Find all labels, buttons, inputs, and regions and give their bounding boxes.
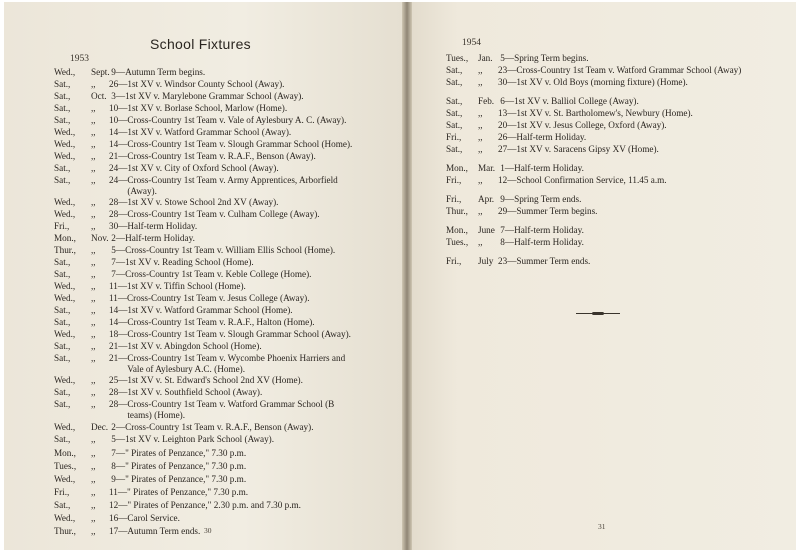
fixture-month: ,, xyxy=(91,257,96,267)
fixture-month: ,, xyxy=(478,175,483,185)
fixture-day: Wed., xyxy=(54,139,76,149)
fixture-text: 12—School Confirmation Service, 11.45 a.m. xyxy=(498,175,667,185)
fixture-day: Wed., xyxy=(54,151,76,161)
fixture-month: ,, xyxy=(478,237,483,247)
fixture-month: ,, xyxy=(91,487,96,497)
fixture-text: 26—Half-term Holiday. xyxy=(498,132,587,142)
fixture-day: Sat., xyxy=(446,108,463,118)
fixture-text: 28—Cross-Country 1st Team v. Culham College (Away). xyxy=(109,209,320,219)
fixture-day: Sat., xyxy=(54,257,71,267)
fixture-month: ,, xyxy=(478,206,483,216)
fixture-text: 7—Cross-Country 1st Team v. Keble College (Home). xyxy=(109,269,312,279)
fixture-day: Mon., xyxy=(446,225,468,235)
fixture-text: 2—Cross-Country 1st Team v. R.A.F., Benson (Away). xyxy=(109,422,314,432)
fixture-month: ,, xyxy=(91,399,96,409)
fixture-month: ,, xyxy=(91,526,96,536)
fixture-day: Wed., xyxy=(54,281,76,291)
fixture-text: 5—1st XV v. Leighton Park School (Away). xyxy=(109,434,275,444)
fixture-month: ,, xyxy=(91,329,96,339)
fixture-text: 9—" Pirates of Penzance," 7.30 p.m. xyxy=(109,474,247,484)
fixture-month: ,, xyxy=(478,144,483,154)
fixture-text: 24—1st XV v. City of Oxford School (Away). xyxy=(109,163,279,173)
fixture-text: 21—1st XV v. Abingdon School (Home). xyxy=(109,341,262,351)
fixture-month: Feb. xyxy=(478,96,495,106)
fixture-month: Mar. xyxy=(478,163,496,173)
fixture-day: Sat., xyxy=(54,115,71,125)
fixture-month: ,, xyxy=(91,269,96,279)
fixture-month: ,, xyxy=(478,77,483,87)
fixture-day: Wed., xyxy=(54,329,76,339)
fixture-month: ,, xyxy=(91,434,96,444)
fixture-text: 30—1st XV v. Old Boys (morning fixture) (Home). xyxy=(498,77,688,87)
fixture-text: 14—Cross-Country 1st Team v. R.A.F., Halton (Home). xyxy=(109,317,315,327)
page-number-right: 31 xyxy=(598,522,606,531)
fixture-day: Wed., xyxy=(54,422,76,432)
fixture-text: 14—1st XV v. Watford Grammar School (Home). xyxy=(109,305,293,315)
fixture-text: 12—" Pirates of Penzance," 2.30 p.m. and 7.30 p.m. xyxy=(109,500,301,510)
fixture-month: ,, xyxy=(91,375,96,385)
fixture-text: 11—" Pirates of Penzance," 7.30 p.m. xyxy=(109,487,249,497)
fixture-day: Sat., xyxy=(54,387,71,397)
fixture-month: ,, xyxy=(91,317,96,327)
fixture-day: Sat., xyxy=(446,77,463,87)
fixture-month: ,, xyxy=(91,474,96,484)
fixture-day: Wed., xyxy=(54,67,76,77)
fixture-day: Fri., xyxy=(54,487,70,497)
fixture-month: ,, xyxy=(91,353,96,363)
fixture-text: 5—Cross-Country 1st Team v. William Ellis School (Home). xyxy=(109,245,336,255)
fixture-month: June xyxy=(478,225,495,235)
fixture-day: Fri., xyxy=(54,221,70,231)
fixture-day: Sat., xyxy=(54,353,71,363)
fixture-text: 25—1st XV v. St. Edward's School 2nd XV (Home). xyxy=(109,375,303,385)
fixture-day: Sat., xyxy=(54,434,71,444)
fixture-day: Wed., xyxy=(54,127,76,137)
fixture-day: Wed., xyxy=(54,375,76,385)
fixture-text: 28—Cross-Country 1st Team v. Watford Grammar School (B teams) (Home). xyxy=(109,399,335,420)
fixture-text: 1—Half-term Holiday. xyxy=(498,163,584,173)
fixture-text: 9—Spring Term ends. xyxy=(498,194,582,204)
fixture-text: 5—Spring Term begins. xyxy=(498,53,589,63)
fixture-day: Sat., xyxy=(54,341,71,351)
fixture-text: 13—1st XV v. St. Bartholomew's, Newbury (Home). xyxy=(498,108,693,118)
fixture-day: Sat., xyxy=(54,103,71,113)
fixture-month: July xyxy=(478,256,494,266)
page-number-left: 30 xyxy=(204,526,212,535)
fixture-text: 9—Autumn Term begins. xyxy=(109,67,206,77)
fixture-text: 21—Cross-Country 1st Team v. Wycombe Phoenix Harriers and Vale of Aylesbury A.C. (Home). xyxy=(109,353,346,374)
fixture-day: Sat., xyxy=(446,65,463,75)
fixture-month: Oct. xyxy=(91,91,107,101)
fixture-month: ,, xyxy=(478,65,483,75)
fixture-month: ,, xyxy=(91,305,96,315)
fixture-day: Thur., xyxy=(446,206,468,216)
fixture-day: Mon., xyxy=(446,163,468,173)
fixture-month: ,, xyxy=(91,245,96,255)
fixture-month: ,, xyxy=(91,79,96,89)
fixture-text: 8—" Pirates of Penzance," 7.30 p.m. xyxy=(109,461,247,471)
fixture-month: ,, xyxy=(91,139,96,149)
fixture-month: ,, xyxy=(91,221,96,231)
fixture-text: 10—1st XV v. Borlase School, Marlow (Home). xyxy=(109,103,288,113)
fixture-month: ,, xyxy=(91,127,96,137)
ornamental-rule xyxy=(576,313,620,314)
fixture-month: ,, xyxy=(91,387,96,397)
fixture-day: Wed., xyxy=(54,209,76,219)
fixture-text: 7—" Pirates of Penzance," 7.30 p.m. xyxy=(109,448,247,458)
fixture-day: Thur., xyxy=(54,526,76,536)
fixture-day: Tues., xyxy=(54,461,77,471)
fixture-text: 7—1st XV v. Reading School (Home). xyxy=(109,257,254,267)
fixture-month: ,, xyxy=(478,120,483,130)
fixture-day: Fri., xyxy=(446,132,462,142)
fixture-text: 3—1st XV v. Marylebone Grammar School (Away). xyxy=(109,91,304,101)
fixture-text: 18—Cross-Country 1st Team v. Slough Grammar School (Away). xyxy=(109,329,351,339)
fixture-text: 27—1st XV v. Saracens Gipsy XV (Home). xyxy=(498,144,659,154)
fixture-text: 14—1st XV v. Watford Grammar School (Away). xyxy=(109,127,292,137)
fixture-month: ,, xyxy=(91,115,96,125)
fixture-month: ,, xyxy=(91,293,96,303)
fixture-text: 10—Cross-Country 1st Team v. Vale of Aylesbury A. C. (Away). xyxy=(109,115,347,125)
fixture-day: Sat., xyxy=(54,317,71,327)
fixture-month: ,, xyxy=(478,108,483,118)
fixture-month: ,, xyxy=(91,500,96,510)
fixture-text: 8—Half-term Holiday. xyxy=(498,237,584,247)
year-heading-1953: 1953 xyxy=(70,54,89,64)
fixture-day: Thur., xyxy=(54,245,76,255)
fixture-day: Fri., xyxy=(446,256,462,266)
page-title: School Fixtures xyxy=(150,36,251,52)
fixture-text: 2—Half-term Holiday. xyxy=(109,233,195,243)
fixture-month: ,, xyxy=(91,281,96,291)
fixture-month: ,, xyxy=(91,151,96,161)
fixture-day: Sat., xyxy=(446,144,463,154)
fixture-month: Nov. xyxy=(91,233,109,243)
year-heading-1954: 1954 xyxy=(462,38,481,48)
fixture-month: Apr. xyxy=(478,194,495,204)
fixture-text: 17—Autumn Term ends. xyxy=(109,526,201,536)
fixture-day: Sat., xyxy=(54,500,71,510)
fixture-day: Sat., xyxy=(54,175,71,185)
fixture-month: Jan. xyxy=(478,53,493,63)
fixture-month: Dec. xyxy=(91,422,109,432)
fixture-day: Wed., xyxy=(54,474,76,484)
fixture-text: 29—Summer Term begins. xyxy=(498,206,598,216)
fixture-day: Wed., xyxy=(54,513,76,523)
fixture-day: Tues., xyxy=(446,53,469,63)
fixture-text: 26—1st XV v. Windsor County School (Away). xyxy=(109,79,285,89)
fixture-day: Sat., xyxy=(54,399,71,409)
fixture-text: 7—Half-term Holiday. xyxy=(498,225,584,235)
fixture-month: ,, xyxy=(91,209,96,219)
fixture-day: Tues., xyxy=(446,237,469,247)
fixture-month: ,, xyxy=(91,103,96,113)
fixture-month: ,, xyxy=(91,175,96,185)
fixture-day: Sat., xyxy=(446,120,463,130)
fixture-day: Mon., xyxy=(54,448,76,458)
fixture-month: ,, xyxy=(91,163,96,173)
fixture-day: Sat., xyxy=(54,91,71,101)
fixture-text: 21—Cross-Country 1st Team v. R.A.F., Benson (Away). xyxy=(109,151,316,161)
fixture-month: ,, xyxy=(91,197,96,207)
fixture-day: Sat., xyxy=(54,269,71,279)
fixture-text: 16—Carol Service. xyxy=(109,513,180,523)
fixture-month: Sept. xyxy=(91,67,110,77)
fixture-text: 11—Cross-Country 1st Team v. Jesus College (Away). xyxy=(109,293,310,303)
fixture-text: 28—1st XV v. Southfield School (Away). xyxy=(109,387,263,397)
fixture-month: ,, xyxy=(91,341,96,351)
fixture-day: Fri., xyxy=(446,194,462,204)
fixture-text: 14—Cross-Country 1st Team v. Slough Grammar School (Home). xyxy=(109,139,353,149)
fixture-month: ,, xyxy=(91,448,96,458)
fixture-text: 24—Cross-Country 1st Team v. Army Apprentices, Arborfield (Away). xyxy=(109,175,338,196)
book-gutter xyxy=(402,2,412,550)
fixture-text: 23—Summer Term ends. xyxy=(498,256,591,266)
fixture-month: ,, xyxy=(478,132,483,142)
fixture-day: Sat., xyxy=(54,305,71,315)
fixture-text: 11—1st XV v. Tiffin School (Home). xyxy=(109,281,246,291)
fixture-day: Wed., xyxy=(54,197,76,207)
fixture-day: Wed., xyxy=(54,293,76,303)
fixture-month: ,, xyxy=(91,513,96,523)
fixture-text: 20—1st XV v. Jesus College, Oxford (Away). xyxy=(498,120,667,130)
fixture-text: 6—1st XV v. Balliol College (Away). xyxy=(498,96,639,106)
fixture-text: 30—Half-term Holiday. xyxy=(109,221,198,231)
fixture-month: ,, xyxy=(91,461,96,471)
fixture-day: Sat., xyxy=(54,163,71,173)
fixture-text: 28—1st XV v. Stowe School 2nd XV (Away). xyxy=(109,197,279,207)
fixture-day: Sat., xyxy=(446,96,463,106)
fixture-text: 23—Cross-Country 1st Team v. Watford Grammar School (Away) xyxy=(498,65,742,75)
fixture-day: Sat., xyxy=(54,79,71,89)
fixture-day: Mon., xyxy=(54,233,76,243)
fixture-day: Fri., xyxy=(446,175,462,185)
